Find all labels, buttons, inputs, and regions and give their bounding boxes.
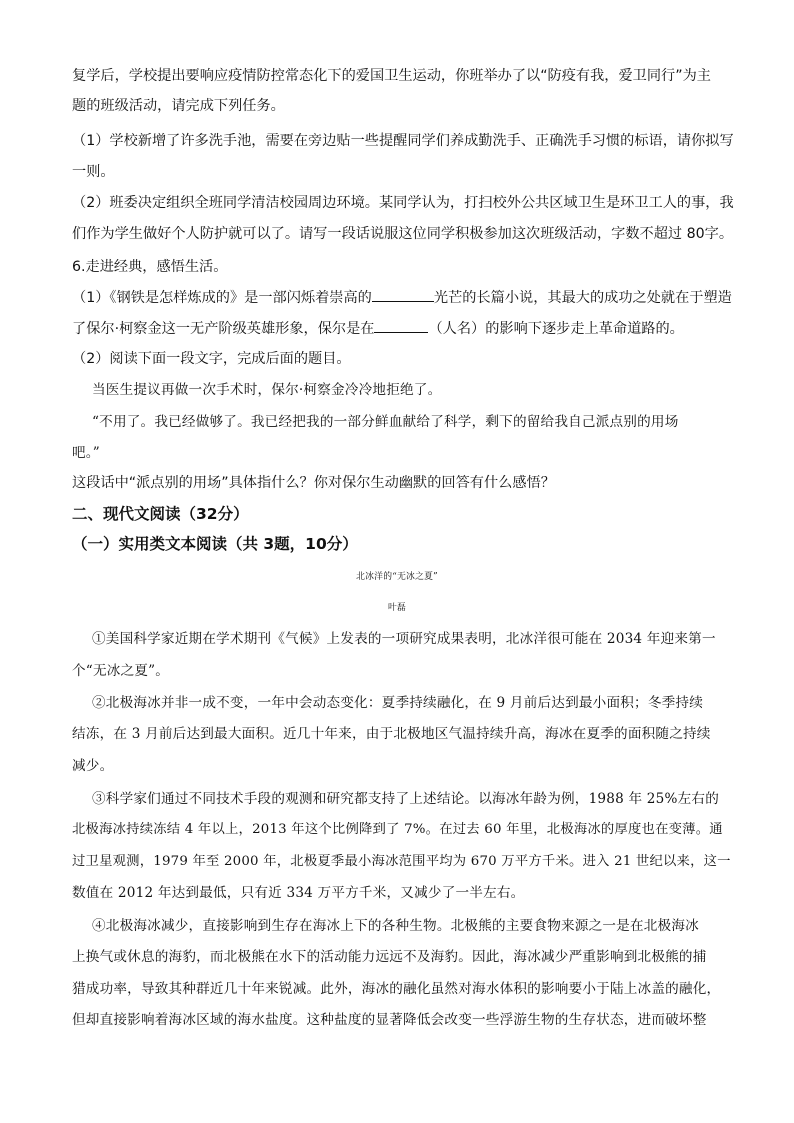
- paragraph-1-line-2: 个“无冰之夏”。: [72, 663, 170, 679]
- paragraph-4-line-3: 猎成功率，导致其种群近几十年来锐减。此外，海冰的融化虽然对海水体积的影响要小于陆上冰盖的融化，: [72, 981, 721, 997]
- answer-blank-2[interactable]: [374, 318, 428, 333]
- paragraph-3-line-3: 过卫星观测，1979 年至 2000 年，北极夏季最小海冰范围平均为 670 万平方千米。进入 21 世纪以来，这一: [72, 854, 731, 869]
- paragraph-1-line-1: ①美国科学家近期在学术期刊《气候》上发表的一项研究成果表明，北冰洋很可能在 2034 年迎来第一: [92, 631, 716, 647]
- paragraph-2-line-1: ②北极海冰并非一成不变，一年中会动态变化：夏季持续融化，在 9 月前后达到最小面积；冬季持续: [92, 695, 704, 711]
- question-6-1-line-1: [72, 287, 732, 308]
- task-1-line-2: 一则。: [72, 164, 115, 180]
- paragraph-3-line-2: 北极海冰持续冻结 4 年以上，2013 年这个比例降到了 7%。在过去 60 年里，北极海冰的厚度也在变薄。通: [72, 822, 723, 837]
- paragraph-3-line-4: 数值在 2012 年达到最低，只有近 334 万平方千米，又减少了一半左右。: [72, 885, 525, 901]
- question-6-1-text-c: 了保尔·柯察金这一无产阶级英雄形象，保尔是在: [72, 321, 375, 337]
- paragraph-4-line-1: ④北极海冰减少，直接影响到生存在海冰上下的各种生物。北极熊的主要食物来源之一是在北极海冰: [92, 918, 699, 934]
- question-6-2-line: （2）阅读下面一段文字，完成后面的题目。: [72, 351, 351, 367]
- excerpt-line-2: “不用了。我已经做够了。我已经把我的一部分鲜血献给了科学，剩下的留给我自己派点别的用场: [92, 414, 679, 430]
- task-2-line-2: 们作为学生做好个人防护就可以了。请写一段话说服这位同学积极参加这次班级活动，字数不超过 80字。: [72, 226, 734, 242]
- paragraph-4-line-2: 上换气或休息的海豹，而北极熊在水下的活动能力远远不及海豹。因此，海冰减少严重影响到北极熊的捕: [72, 949, 707, 965]
- article-title: 北冰洋的“无冰之夏”: [356, 572, 438, 582]
- question-6-heading: 6.走进经典，感悟生活。: [72, 259, 228, 275]
- task-intro-line-1: 复学后，学校提出要响应疫情防控常态化下的爱国卫生运动，你班举办了以“防疫有我，爱卫同行”为主: [72, 68, 711, 84]
- task-2-line-1: （2）班委决定组织全班同学清洁校园周边环境。某同学认为，打扫校外公共区域卫生是环卫工人的事，我: [72, 195, 734, 211]
- section-2-heading: 二、现代文阅读（32分）: [72, 505, 249, 523]
- excerpt-line-1: 当医生提议再做一次手术时，保尔·柯察金冷冷地拒绝了。: [92, 382, 442, 398]
- question-6-1-text-d: （人名）的影响下逐步走上革命道路的。: [428, 321, 684, 337]
- subsection-1-heading: （一）实用类文本阅读（共 3题，10分）: [72, 535, 358, 553]
- task-intro-line-2: 题的班级活动，请完成下列任务。: [72, 98, 285, 114]
- question-6-1-text-b: 光芒的长篇小说，其最大的成功之处就在于塑造: [433, 290, 732, 306]
- paragraph-2-line-2: 结冻，在 3 月前后达到最大面积。近几十年来，由于北极地区气温持续升高，海冰在夏季的面积随之持续: [72, 726, 711, 742]
- question-6-2-prompt: 这段话中“派点别的用场”具体指什么？你对保尔生动幽默的回答有什么感悟？: [72, 475, 555, 491]
- task-1-line-1: （1）学校新增了许多洗手池，需要在旁边贴一些提醒同学们养成勤洗手、正确洗手习惯的标语，请你拟写: [72, 133, 734, 149]
- question-6-1-line-2: [72, 318, 684, 339]
- article-author: 叶磊: [387, 603, 407, 613]
- answer-blank-1[interactable]: [372, 287, 434, 302]
- question-6-1-text-a: （1）《钢铁是怎样炼成的》是一部闪烁着崇高的: [72, 290, 372, 306]
- paragraph-3-line-1: ③科学家们通过不同技术手段的观测和研究都支持了上述结论。以海冰年龄为例，1988 年 25%左右的: [92, 791, 719, 807]
- excerpt-line-3: 吧。”: [72, 445, 100, 461]
- paragraph-4-line-4: 但却直接影响着海冰区域的海水盐度。这种盐度的显著降低会改变一些浮游生物的生存状态，进而破坏整: [72, 1012, 707, 1028]
- paragraph-2-line-3: 减少。: [72, 758, 114, 774]
